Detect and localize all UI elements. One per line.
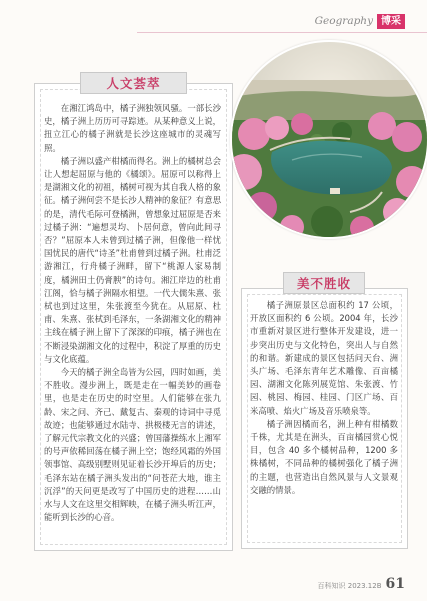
scenery-article bbox=[250, 299, 398, 543]
scenery-paragraph: 橘子洲因橘而名，洲上种有柑橘数千株，尤其是在洲头，百亩橘园赏心悦目，包含 40 多个橘树品种，1200 多株橘树，不同品种的橘树强化了橘子洲的主题，也营造出自然风景与人文景观交融的情景。 bbox=[250, 418, 398, 495]
page-number: 61 bbox=[385, 576, 405, 592]
scenery-title-banner bbox=[283, 272, 365, 294]
culture-title-banner bbox=[80, 72, 187, 94]
section-title-cn: 博采 bbox=[377, 14, 405, 29]
scenery-paragraph: 橘子洲原景区总面积约 17 公顷，开放区面积约 6 公顷。2004 年，长沙市重新对景区进行整体开发建设，进一步突出历史与文化特色，突出人与自然的和谐。新建成的景区包括问天台、洲头广场、毛泽东青年艺术雕像、百亩橘园、湖湘文化陈列展览馆、朱张渡、竹园、桃园、梅园、桂园、门区广场、百米高喷、焰火广场及音乐喷泉等。 bbox=[250, 300, 398, 416]
aerial-park-illustration bbox=[232, 42, 427, 237]
culture-paragraph: 今天的橘子洲全岛皆为公园，四时如画，美不胜收。漫步洲上，既是走在一幅美妙的画卷里，也是走在历史的时空里。人们能够在张九龄、宋之问、齐己、戴复古、秦观的诗词中寻觅故迹；也能够通过水陆寺、拱极楼无言的讲述，了解元代宗教文化的兴盛；曾国藩操练水上湘军的号声依稀回荡在橘子洲上空；饱经风霜的外国领事馆、高级别墅则见证着长沙开埠后的历史；毛泽东站在橘子洲头发出的“问苍茫大地，谁主沉浮”的天问更是改写了中国历史的进程……山水与人文在这里交相辉映，在橘子洲头听江声，能听到长沙的心音。 bbox=[44, 367, 221, 523]
header-rule bbox=[137, 32, 427, 33]
culture-paragraph: 在湘江鸿岛中，橘子洲独领风骚。一部长沙史，橘子洲上历历可寻踪迹。从某种意义上说，扭立江心的橘子洲就是长沙这座城市的灵魂写照。 bbox=[44, 103, 221, 153]
scenery-title: 美不胜收 bbox=[296, 276, 351, 291]
aerial-photo bbox=[230, 40, 427, 239]
section-title-en: Geography bbox=[314, 15, 373, 27]
culture-paragraph: 橘子洲以盛产柑橘而得名。洲上的橘树总会让人想起屈原与他的《橘颂》。屈原可以称得上是湖湘文化的初祖，橘树可视为其自我人格的象征。橘子洲何尝不是长沙人精神的象征？有意思的是，清代毛际可登橘洲，曾想象过屈原是否来过橘子洲：“遍想灵均、卜居何意，曾向此间寻否？”屈原本人未曾到过橘子洲，但像他一样忧国忧民的唐代“诗圣”杜甫曾到过橘子洲。杜甫泛游湘江，行舟橘子洲畔，留下“桃源人家易制度，橘洲田土仍膏腴”的诗句。湘江岸边的杜甫江阁，恰与橘子洲隔水相望。一代大儒朱熹、张栻也到过这里，朱张渡至今犹在。从屈原、杜甫、朱熹、张栻到毛泽东，一条湖湘文化的精神主线在橘子洲上留下了深深的印痕，橘子洲也在不断浸染湖湘文化的过程中，积淀了厚重的历史与文化底蕴。 bbox=[44, 155, 221, 364]
page-footer bbox=[318, 576, 405, 592]
section-header bbox=[315, 13, 405, 29]
culture-title: 人文荟萃 bbox=[106, 76, 161, 91]
culture-article bbox=[44, 102, 221, 542]
magazine-issue: 百科知识 2023.12B bbox=[317, 582, 382, 590]
